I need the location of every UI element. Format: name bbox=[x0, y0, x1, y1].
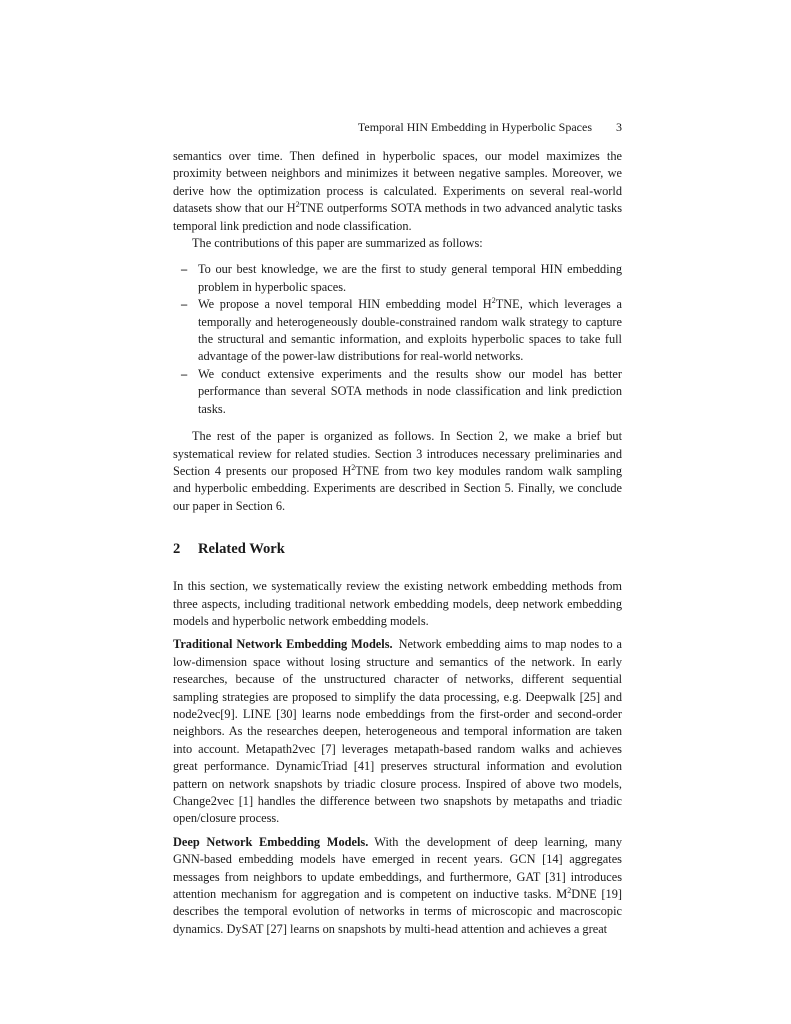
contribution-text: To our best knowledge, we are the first to study general temporal HIN embedding problem in hyperbolic spaces. bbox=[198, 262, 622, 294]
bullet-dash: – bbox=[181, 297, 188, 312]
deep-text-a: With the development of deep learning, many GNN-based embedding models have emerged in recent years. GCN [14] aggregates messages from neighbors to update embeddings, and furthermore, GAT [31] introduces attention mechanism for aggregation and is competent on inductive tasks. M bbox=[173, 834, 622, 902]
deep-heading: Deep Network Embedding Models. bbox=[173, 834, 369, 849]
contribution-item bbox=[173, 296, 622, 366]
contribution-item bbox=[173, 366, 622, 418]
deep-text-b: DNE [19] describes the temporal evolution of networks in terms of microscopic and macroscopic dynamics. DySAT [27] learns on snapshots by multi-head attention and achieves a great bbox=[173, 887, 622, 936]
contributions-lead: The contributions of this paper are summarized as follows: bbox=[192, 236, 483, 251]
section-number: 2 bbox=[173, 541, 181, 558]
intro-paragraph-1 bbox=[173, 148, 622, 235]
traditional-paragraph bbox=[173, 636, 622, 827]
section-title: Related Work bbox=[198, 541, 285, 558]
related-work-intro: In this section, we systematically review the existing network embedding methods from three aspects, including traditional network embedding models, deep network embedding models and hyperbolic network embedding models. bbox=[173, 579, 622, 628]
contribution-superscript: 2 bbox=[491, 296, 496, 306]
deep-superscript: 2 bbox=[567, 886, 572, 896]
contribution-item bbox=[173, 261, 622, 296]
section-heading bbox=[173, 540, 622, 558]
bullet-dash: – bbox=[181, 262, 188, 277]
org-superscript: 2 bbox=[351, 462, 356, 472]
organization-paragraph bbox=[173, 428, 622, 515]
contribution-text: We conduct extensive experiments and the results show our model has better performance than several SOTA methods in node classification and link prediction tasks. bbox=[198, 366, 622, 416]
intro-p1-text-b: TNE outperforms SOTA methods in two advanced analytic tasks temporal link prediction and node classification. bbox=[173, 201, 622, 233]
traditional-text: Network embedding aims to map nodes to a low-dimension space without losing structure and semantics of the network. In early researches, because of the unstructured character of networks, different sequential sampling strategies are proposed to simplify the data processing, e.g. Deepwalk [25] and node2vec[9]. LINE [30] learns node embeddings from the first-order and second-order neighbors. As the researches deepen, heterogeneous and temporal information are taken into account. Metapath2vec [7] leverages metapath-based random walks and achieves great performance. DynamicTriad [41] preserves structural information and evolution pattern on network snapshots by triadic closure process. Inspired of above two models, Change2vec [1] handles the difference between two snapshots by metapaths and triadic open/closure process. bbox=[173, 637, 622, 826]
contributions-list bbox=[173, 261, 622, 418]
contribution-text: We propose a novel temporal HIN embedding model H bbox=[198, 297, 492, 312]
running-header bbox=[173, 119, 622, 135]
traditional-heading: Traditional Network Embedding Models. bbox=[173, 637, 393, 652]
page-number: 3 bbox=[616, 120, 622, 134]
org-text-a: The rest of the paper is organized as follows. In Section 2, we make a brief but systematical review for related studies. Section 3 introduces necessary preliminaries and Section 4 presents our proposed H bbox=[173, 429, 622, 478]
deep-paragraph bbox=[173, 834, 622, 938]
contribution-text-cont: TNE, which leverages a temporally and heterogeneously double-constrained random walk strategy to capture the structural and semantic information, and exploits hyperbolic spaces to take full advantage of the power-law distributions for real-world networks. bbox=[198, 297, 622, 364]
intro-p1-text-a: semantics over time. Then defined in hyperbolic spaces, our model maximizes the proximity between neighbors and minimizes it between negative samples. Moreover, we derive how the optimization process is calculated. Experiments on several real-world datasets show that our H bbox=[173, 149, 622, 216]
bullet-dash: – bbox=[181, 366, 188, 381]
intro-p1-superscript: 2 bbox=[295, 200, 300, 210]
org-text-b: TNE from two key modules random walk sampling and hyperbolic embedding. Experiments are described in Section 5. Finally, we conclude our paper in Section 6. bbox=[173, 463, 623, 513]
running-title: Temporal HIN Embedding in Hyperbolic Spaces bbox=[357, 120, 592, 134]
body-text bbox=[173, 148, 622, 938]
